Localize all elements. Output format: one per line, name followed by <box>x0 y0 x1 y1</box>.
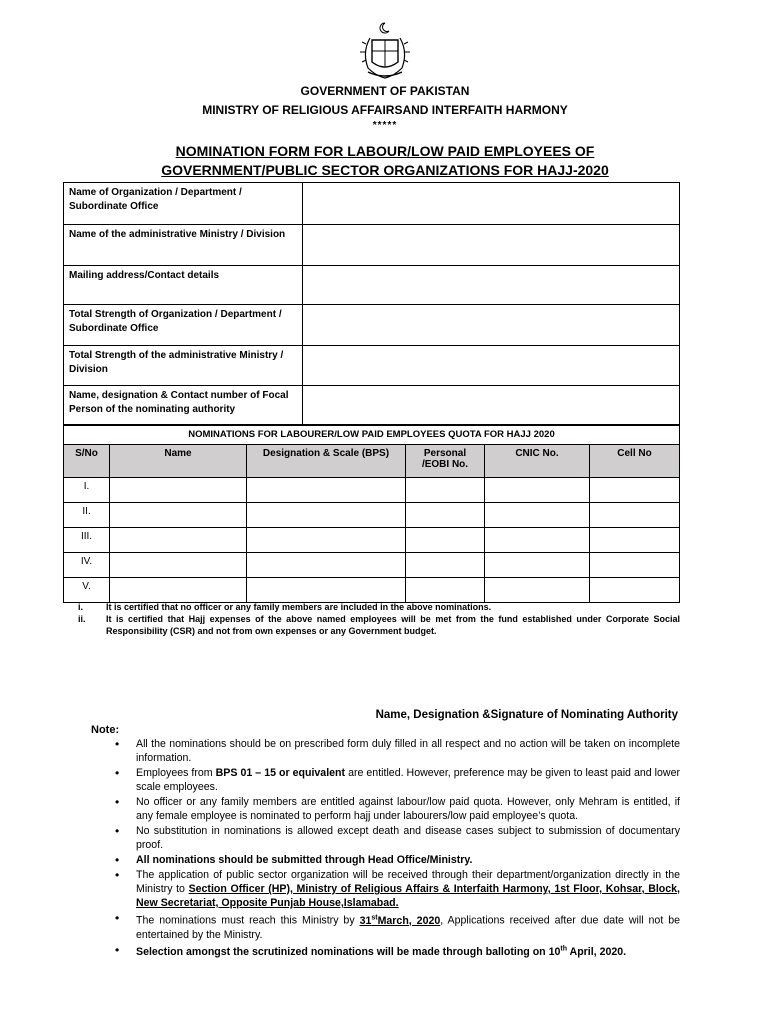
row-number: III. <box>64 528 110 553</box>
info-row-org-strength <box>64 305 680 346</box>
info-label: Name of the administrative Ministry / Division <box>64 225 303 266</box>
organization-strength-field[interactable] <box>303 305 680 346</box>
ministry-name-field[interactable] <box>303 225 680 266</box>
designation-cell[interactable] <box>247 578 406 603</box>
certification-number: i. <box>78 602 84 612</box>
note-text: No officer or any family members are entitled against labour/low paid quota. However, only Mehram is entitled, if any female employee is nominated to perform hajj under labourers/low paid employee’s quota. <box>136 796 680 822</box>
eobi-cell[interactable] <box>406 478 485 503</box>
eobi-cell[interactable] <box>406 553 485 578</box>
col-sno: S/No <box>64 445 110 478</box>
nominations-header-row <box>64 445 680 478</box>
list-item <box>112 824 680 852</box>
designation-cell[interactable] <box>247 503 406 528</box>
info-row-ministry-strength <box>64 346 680 386</box>
note-bold-text: Selection amongst the scrutinized nominations will be made through balloting on 10 <box>136 946 561 959</box>
section-officer-address: Section Officer (HP), Ministry of Religious Affairs & Interfaith Harmony, 1st Floor, Kohsar, Block, New Secretariat, Opposite Punjab House,Islamabad. <box>136 883 680 909</box>
eobi-cell[interactable] <box>406 503 485 528</box>
form-title-line1: NOMINATION FORM FOR LABOUR/LOW PAID EMPLOYEES OF <box>175 143 595 159</box>
certifications <box>78 601 680 637</box>
col-designation: Designation & Scale (BPS) <box>247 445 406 478</box>
table-row <box>64 528 680 553</box>
note-bold-text: BPS 01 – 15 or equivalent <box>215 767 346 779</box>
note-text: The application of public sector organization will be received through their department/organization directly in the Ministry to <box>136 869 680 895</box>
note-text: Employees from <box>136 767 216 779</box>
col-cell: Cell No <box>590 445 680 478</box>
info-row-ministry <box>64 225 680 266</box>
row-number: IV. <box>64 553 110 578</box>
cnic-cell[interactable] <box>485 553 590 578</box>
mailing-address-field[interactable] <box>303 266 680 305</box>
deadline-ordinal: st <box>371 914 378 921</box>
cell-no-cell[interactable] <box>590 578 680 603</box>
state-emblem-icon <box>358 22 412 80</box>
organization-info-table <box>63 182 680 426</box>
info-label: Name, designation & Contact number of Focal Person of the nominating authority <box>64 386 303 426</box>
cnic-cell[interactable] <box>485 503 590 528</box>
list-item <box>112 737 680 765</box>
list-item <box>112 911 680 942</box>
name-cell[interactable] <box>110 578 247 603</box>
list-item <box>112 766 680 794</box>
note-bold-text: April, 2020. <box>567 946 627 959</box>
table-row <box>64 553 680 578</box>
deadline-month-year: March, 2020 <box>377 914 441 927</box>
list-item <box>112 943 680 960</box>
info-label: Total Strength of the administrative Ministry / Division <box>64 346 303 386</box>
list-item <box>112 868 680 910</box>
certification-item <box>78 601 680 613</box>
note-text: are entitled. However, preference may be given to least paid and lower scale employees. <box>136 767 680 793</box>
note-bold-text: All nominations should be submitted through Head Office/Ministry. <box>136 854 473 866</box>
quota-table-title: NOMINATIONS FOR LABOURER/LOW PAID EMPLOYEES QUOTA FOR HAJJ 2020 <box>63 424 680 445</box>
col-cnic: CNIC No. <box>485 445 590 478</box>
note-text: The nominations must reach this Ministry by <box>136 914 360 927</box>
info-row-organization <box>64 183 680 225</box>
cell-no-cell[interactable] <box>590 478 680 503</box>
designation-cell[interactable] <box>247 553 406 578</box>
deadline-day: 31 <box>359 914 372 927</box>
table-row <box>64 578 680 603</box>
list-item <box>112 795 680 823</box>
balloting-ordinal: th <box>560 945 567 953</box>
eobi-cell[interactable] <box>406 528 485 553</box>
note-text: No substitution in nominations is allowed except death and disease cases subject to submission of documentary proof. <box>136 825 680 851</box>
name-cell[interactable] <box>110 553 247 578</box>
government-heading: GOVERNMENT OF PAKISTAN <box>300 84 470 98</box>
certification-text: It is certified that Hajj expenses of the above named employees will be met from the fund established under Corporate Social Responsibility (CSR) and not from own expenses or any Government budget. <box>106 614 680 636</box>
cell-no-cell[interactable] <box>590 553 680 578</box>
note-label: Note: <box>91 724 120 736</box>
certification-number: ii. <box>78 614 86 624</box>
designation-cell[interactable] <box>247 478 406 503</box>
eobi-cell[interactable] <box>406 578 485 603</box>
table-row <box>64 503 680 528</box>
certification-item <box>78 613 680 637</box>
cnic-cell[interactable] <box>485 528 590 553</box>
info-row-focal-person <box>64 386 680 426</box>
designation-cell[interactable] <box>247 528 406 553</box>
note-text: , Applications received after due date will not be entertained by the Ministry. <box>136 914 680 941</box>
col-personal-eobi: Personal /EOBI No. <box>406 445 485 478</box>
form-title-line2: GOVERNMENT/PUBLIC SECTOR ORGANIZATIONS FOR HAJJ-2020 <box>161 162 609 178</box>
table-row <box>64 478 680 503</box>
ministry-strength-field[interactable] <box>303 346 680 386</box>
focal-person-field[interactable] <box>303 386 680 426</box>
col-name: Name <box>110 445 247 478</box>
notes-list <box>112 737 680 960</box>
info-label: Name of Organization / Department / Subordinate Office <box>64 183 303 225</box>
name-cell[interactable] <box>110 528 247 553</box>
nominations-table <box>63 444 680 603</box>
signature-label: Name, Designation &Signature of Nominating Authority <box>375 709 678 721</box>
name-cell[interactable] <box>110 503 247 528</box>
list-item <box>112 853 680 867</box>
note-text: All the nominations should be on prescribed form duly filled in all respect and no action will be taken on incomplete information. <box>136 738 680 764</box>
info-row-address <box>64 266 680 305</box>
cell-no-cell[interactable] <box>590 503 680 528</box>
cnic-cell[interactable] <box>485 478 590 503</box>
cell-no-cell[interactable] <box>590 528 680 553</box>
organization-name-field[interactable] <box>303 183 680 225</box>
row-number: I. <box>64 478 110 503</box>
info-label: Mailing address/Contact details <box>64 266 303 305</box>
cnic-cell[interactable] <box>485 578 590 603</box>
heading-stars: ***** <box>372 120 398 131</box>
row-number: II. <box>64 503 110 528</box>
ministry-heading: MINISTRY OF RELIGIOUS AFFAIRSAND INTERFAITH HARMONY <box>202 103 568 117</box>
name-cell[interactable] <box>110 478 247 503</box>
certification-text: It is certified that no officer or any family members are included in the above nominations. <box>106 602 492 612</box>
row-number: V. <box>64 578 110 603</box>
info-label: Total Strength of Organization / Department / Subordinate Office <box>64 305 303 346</box>
